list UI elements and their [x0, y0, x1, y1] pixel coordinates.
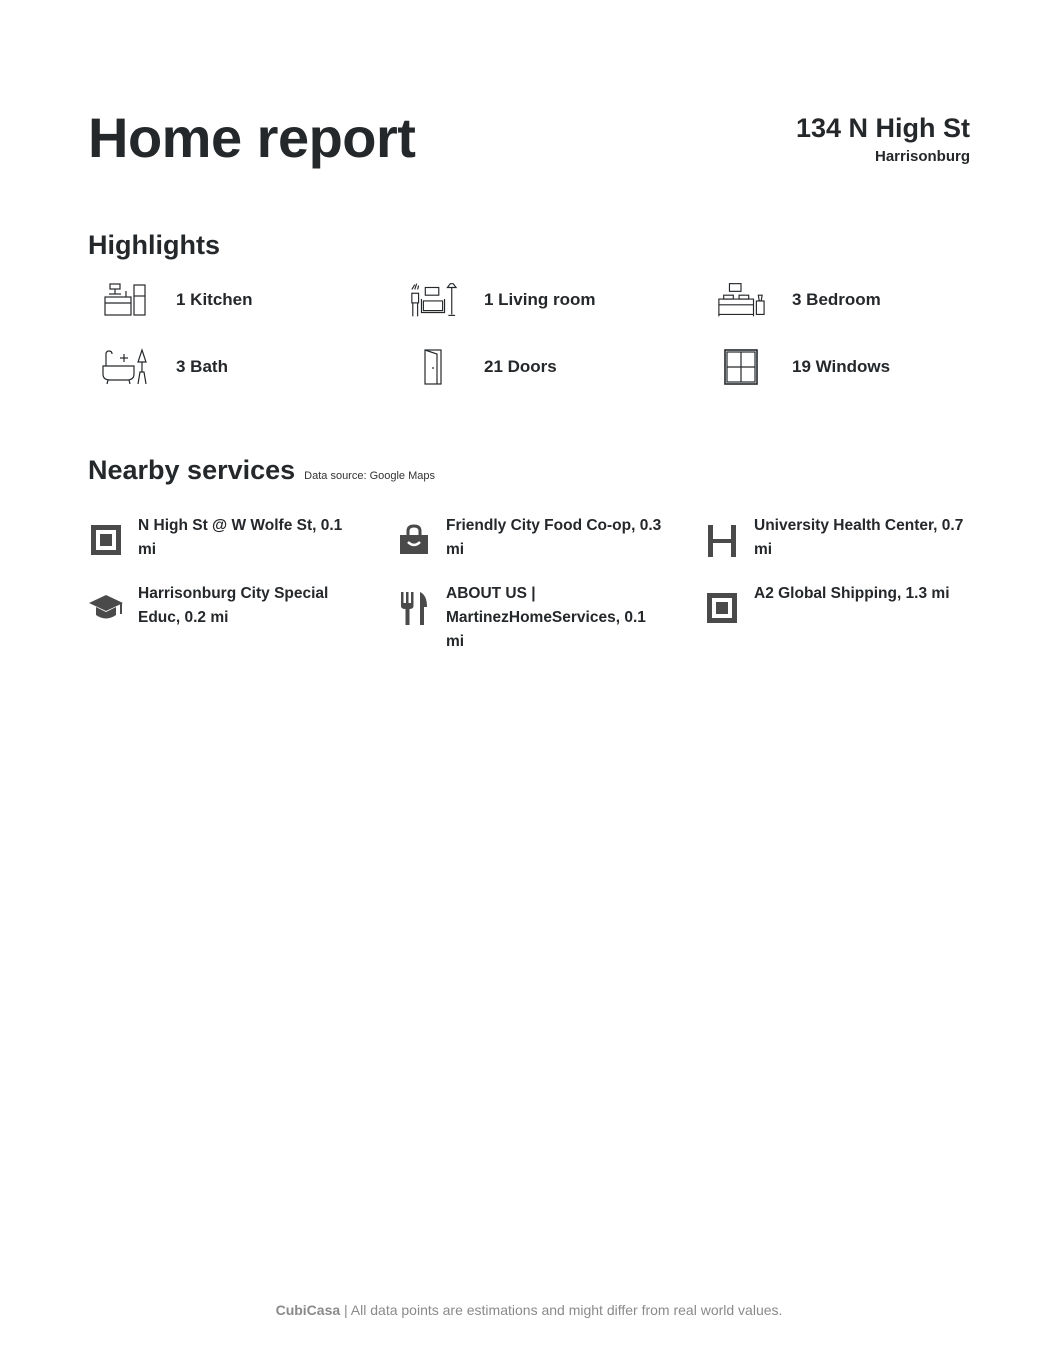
nearby-services-heading: Nearby services	[88, 455, 296, 485]
service-item	[396, 514, 704, 564]
service-item	[704, 582, 988, 654]
highlight-label: 3 Bedroom	[792, 289, 881, 309]
footer-text: | All data points are estimations and might differ from real world values.	[340, 1302, 783, 1318]
nearby-services-grid	[88, 514, 988, 654]
service-label: Harrisonburg City Special Educ, 0.2 mi	[138, 585, 329, 626]
nearby-services-title	[88, 455, 435, 486]
restaurant-icon	[396, 584, 432, 632]
service-label: Friendly City Food Co-op, 0.3 mi	[446, 517, 662, 558]
bedroom-icon	[716, 280, 766, 320]
shopping-bag-icon	[396, 516, 432, 564]
bath-icon	[100, 347, 150, 387]
highlight-living-room	[408, 278, 716, 321]
data-source-note: Data source: Google Maps	[304, 470, 436, 482]
service-label: University Health Center, 0.7 mi	[754, 517, 964, 558]
service-item	[396, 582, 704, 654]
highlight-doors	[408, 345, 716, 388]
highlights-title: Highlights	[88, 230, 220, 260]
window-icon	[716, 347, 766, 387]
address-city: Harrisonburg	[874, 148, 970, 166]
living-room-icon	[408, 280, 458, 320]
highlight-bedroom	[716, 278, 980, 321]
highlight-windows	[716, 345, 980, 388]
highlights-grid	[100, 278, 980, 388]
kitchen-icon	[100, 280, 150, 320]
highlight-label: 1 Living room	[484, 289, 596, 309]
highlight-label: 21 Doors	[484, 356, 557, 376]
address-street: 134 N High St	[795, 113, 970, 143]
door-icon	[408, 347, 458, 387]
place-square-icon	[88, 516, 124, 564]
school-icon	[88, 584, 124, 632]
highlight-label: 1 Kitchen	[176, 289, 253, 309]
page-title: Home report	[88, 106, 416, 169]
hospital-icon	[704, 516, 740, 564]
service-label: N High St @ W Wolfe St, 0.1 mi	[138, 517, 343, 558]
service-label: A2 Global Shipping, 1.3 mi	[754, 585, 950, 602]
service-item	[88, 582, 396, 654]
highlight-kitchen	[100, 278, 408, 321]
service-item	[704, 514, 988, 564]
service-item	[88, 514, 396, 564]
footer-brand: CubiCasa	[275, 1302, 341, 1318]
footer-disclaimer	[0, 1302, 1058, 1318]
service-label: ABOUT US | MartinezHomeServices, 0.1 mi	[446, 585, 646, 650]
highlight-label: 19 Windows	[792, 356, 891, 376]
address-block	[796, 112, 970, 165]
highlight-label: 3 Bath	[176, 356, 228, 376]
place-square-icon	[704, 584, 740, 632]
highlight-bath	[100, 345, 408, 388]
